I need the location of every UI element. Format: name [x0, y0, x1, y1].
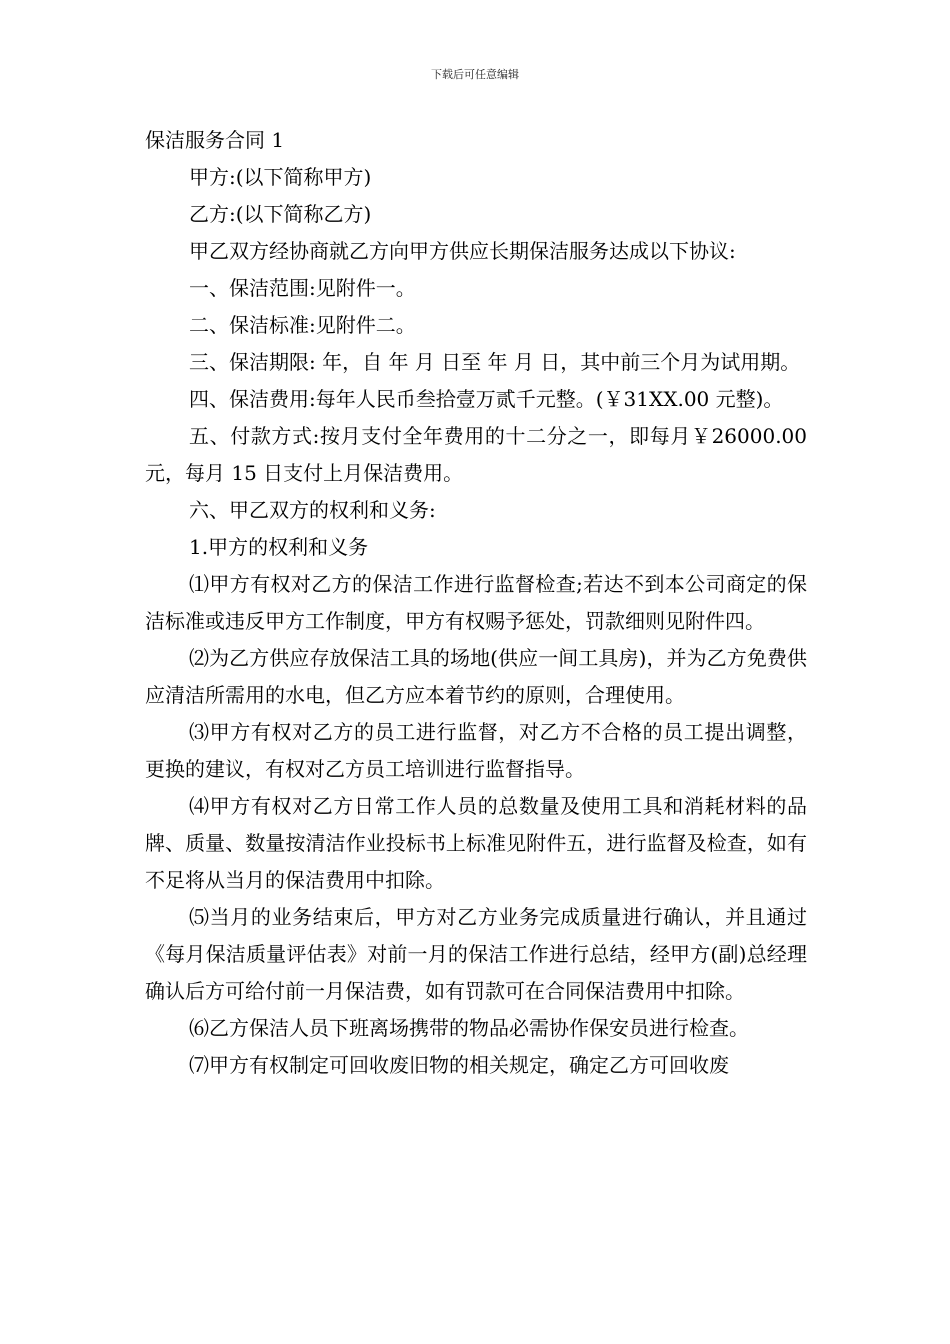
page-header-note: 下载后可任意编辑 [431, 68, 519, 81]
paragraph-scope: 一、保洁范围:见附件一。 [189, 276, 416, 300]
paragraph-clause-4: ⑷甲方有权对乙方日常工作人员的总数量及使用工具和消耗材料的品牌、质量、数量按清洁作业投标书上标准见附件五，进行监督及检查，如有不足将从当月的保洁费用中扣除。 [145, 794, 807, 892]
paragraph-clause-6: ⑹乙方保洁人员下班离场携带的物品必需协作保安员进行检查。 [189, 1016, 749, 1040]
paragraph-clause-7: ⑺甲方有权制定可回收废旧物的相关规定，确定乙方可回收废 [189, 1053, 729, 1077]
paragraph-party-a: 甲方:(以下简称甲方) [189, 165, 372, 189]
paragraph-party-a-rights-heading: 1.甲方的权利和义务 [189, 535, 369, 559]
paragraph-rights-heading: 六、甲乙双方的权利和义务: [189, 498, 436, 522]
document-body [145, 122, 807, 1084]
paragraph-standard: 二、保洁标准:见附件二。 [189, 313, 416, 337]
paragraph-agreement-intro: 甲乙双方经协商就乙方向甲方供应长期保洁服务达成以下协议: [189, 239, 736, 263]
paragraph-payment: 五、付款方式:按月支付全年费用的十二分之一，即每月￥26000.00 元，每月 15 日支付上月保洁费用。 [145, 424, 807, 485]
paragraph-clause-5: ⑸当月的业务结束后，甲方对乙方业务完成质量进行确认，并且通过《每月保洁质量评估表》对前一月的保洁工作进行总结，经甲方(副)总经理确认后方可给付前一月保洁费，如有罚款可在合同保洁费用中扣除。 [145, 905, 807, 1003]
paragraph-clause-1: ⑴甲方有权对乙方的保洁工作进行监督检查;若达不到本公司商定的保洁标准或违反甲方工作制度，甲方有权赐予惩处，罚款细则见附件四。 [145, 572, 807, 633]
paragraph-term: 三、保洁期限: 年，自 年 月 日至 年 月 日，其中前三个月为试用期。 [189, 350, 801, 374]
document-title: 保洁服务合同 1 [145, 128, 285, 152]
paragraph-fee: 四、保洁费用:每年人民币叁拾壹万贰千元整。(￥31XX.00 元整)。 [189, 387, 784, 411]
paragraph-clause-2: ⑵为乙方供应存放保洁工具的场地(供应一间工具房)，并为乙方免费供应清洁所需用的水电，但乙方应本着节约的原则，合理使用。 [145, 646, 807, 707]
paragraph-clause-3: ⑶甲方有权对乙方的员工进行监督，对乙方不合格的员工提出调整，更换的建议，有权对乙方员工培训进行监督指导。 [145, 720, 807, 781]
paragraph-party-b: 乙方:(以下简称乙方) [189, 202, 372, 226]
